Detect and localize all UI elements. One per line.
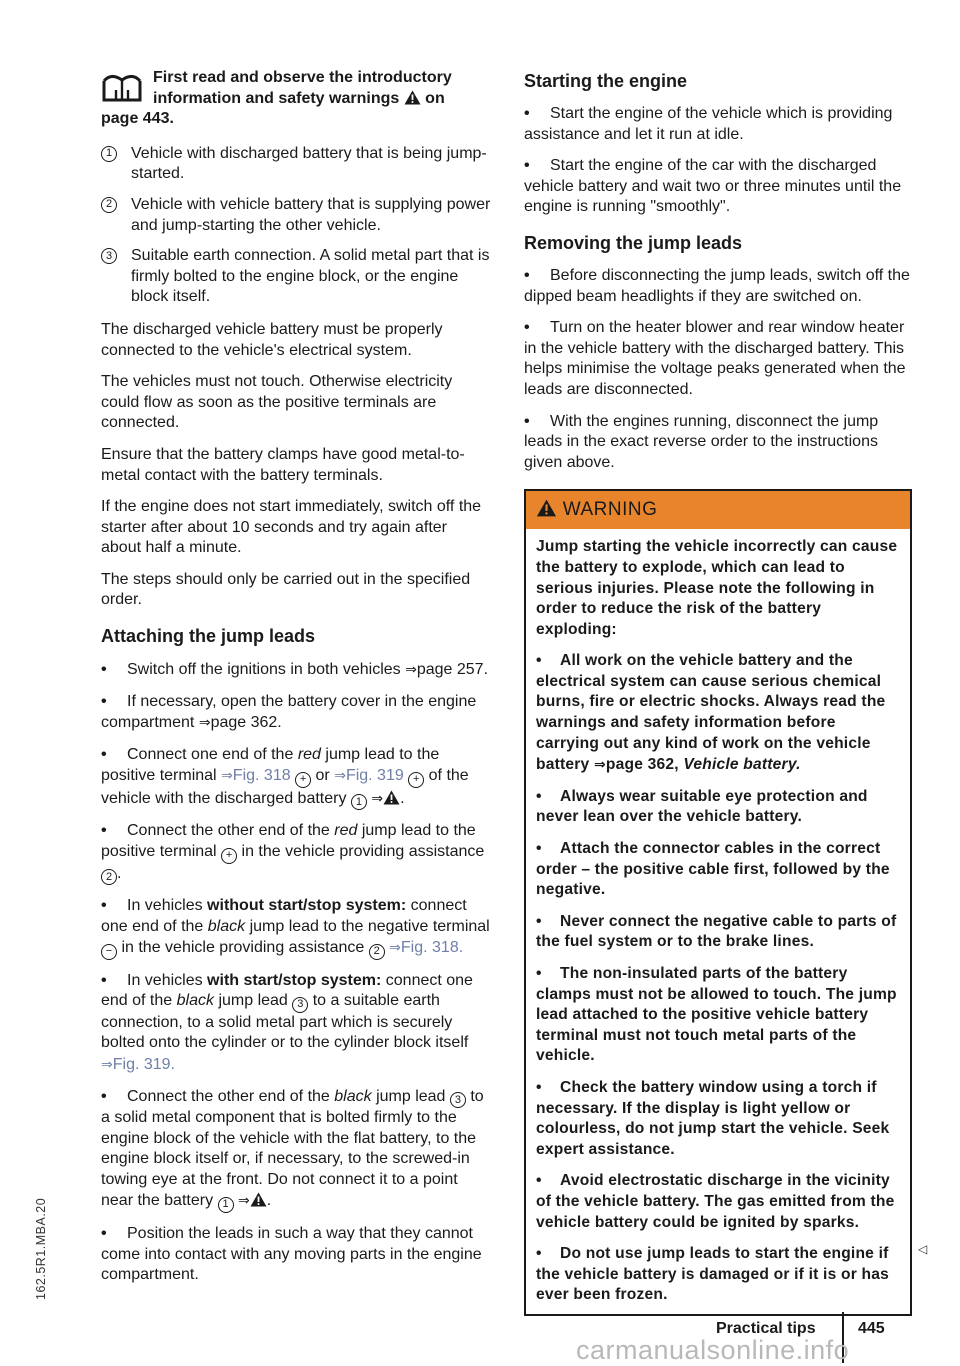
callout-1-icon: 1 <box>351 794 367 810</box>
warning-header <box>526 491 910 529</box>
warning-triangle-icon[interactable] <box>250 1192 267 1207</box>
warning-item: • Never connect the negative cable to parts of the fuel system or to the brake lines. <box>536 912 897 951</box>
figure-link[interactable]: Fig. 319. <box>112 1056 175 1073</box>
document-code: 162.5R1.MBA.20 <box>34 1197 48 1300</box>
open-book-icon <box>101 72 143 104</box>
legend-item-2: 2 Vehicle with vehicle battery that is supplying power and jump-starting the other vehicle. <box>101 195 491 236</box>
list-item: • If necessary, open the battery cover in the engine compartment ⇒page 362. <box>101 692 477 732</box>
warning-box <box>524 489 912 1316</box>
callout-2-icon: 2 <box>369 944 385 960</box>
callout-3-icon: 3 <box>450 1092 466 1108</box>
plus-terminal-icon: + <box>408 772 424 788</box>
list-item: • In vehicles without start/stop system: connect one end of the black jump lead to the negative terminal − in the vehicle providing assistance 2 ⇒Fig. 318. <box>101 896 491 960</box>
right-column <box>524 68 914 1316</box>
legend-item-1: 1 Vehicle with discharged battery that is being jump-started. <box>101 144 491 185</box>
warning-body <box>526 529 910 1314</box>
list-item: • Position the leads in such a way that they cannot come into contact with any moving parts in the engine compartment. <box>101 1224 482 1284</box>
page-link[interactable]: page 362. <box>210 714 282 732</box>
list-item: • With the engines running, disconnect the jump leads in the exact reverse order to the instructions given above. <box>524 412 879 471</box>
callout-2-icon: 2 <box>101 197 117 213</box>
paragraph: The discharged vehicle battery must be properly connected to the vehicle's electrical system. <box>101 320 443 359</box>
list-item: • Turn on the heater blower and rear window heater in the vehicle battery with the discharged battery. This helps minimise the voltage peaks generated when the leads are disconnected. <box>524 319 906 398</box>
warning-triangle-icon <box>404 90 421 105</box>
warning-item: • The non-insulated parts of the battery clamps must not be allowed to touch. The jump lead attached to the positive vehicle battery terminal must not touch metal parts of the vehicle. <box>536 965 897 1065</box>
callout-1-icon: 1 <box>218 1197 234 1213</box>
paragraph: The vehicles must not touch. Otherwise electricity could flow as soon as the positive terminals are connected. <box>101 373 453 432</box>
left-column <box>101 68 491 1297</box>
section-heading-removing: Removing the jump leads <box>524 232 743 253</box>
warning-title: WARNING <box>562 499 658 521</box>
intro-page-ref: page 443. <box>101 110 174 128</box>
warning-item: • Attach the connector cables in the correct order – the positive cable first, followed by the negative. <box>536 840 890 899</box>
callout-1-icon: 1 <box>101 146 117 162</box>
figure-link[interactable]: Fig. 319 <box>345 767 404 785</box>
list-item: • In vehicles with start/stop system: connect one end of the black jump lead 3 to a suitable earth connection, to a solid metal part which is securely bolted onto the cylinder or to the cylinder block itself ⇒Fig. 319. <box>101 971 473 1073</box>
list-item: • Switch off the ignitions in both vehicles ⇒page 257. <box>101 661 489 679</box>
page-link[interactable]: page 257. <box>416 661 489 679</box>
intro-on: on <box>425 89 445 107</box>
plus-terminal-icon: + <box>221 848 237 864</box>
paragraph: If the engine does not start immediately, switch off the starter after about 10 seconds and try again after about half a minute. <box>101 498 482 557</box>
section-end-icon: ◁ <box>918 1242 928 1256</box>
warning-triangle-icon <box>536 499 557 517</box>
paragraph: Ensure that the battery clamps have good metal-to-metal contact with the battery terminals. <box>101 445 465 484</box>
callout-3-icon: 3 <box>101 248 117 264</box>
plus-terminal-icon: + <box>295 772 311 788</box>
warning-item: • Always wear suitable eye protection and never lean over the vehicle battery. <box>536 787 868 826</box>
page-number: 445 <box>858 1320 885 1337</box>
page-link[interactable]: page 362, <box>605 756 679 774</box>
figure-link[interactable]: Fig. 318 <box>232 767 291 785</box>
section-heading-starting: Starting the engine <box>524 71 688 91</box>
list-item: • Connect one end of the red jump lead to the positive terminal ⇒Fig. 318 + or ⇒Fig. 319 + of the vehicle with the discharged battery 1 ⇒ . <box>101 745 491 811</box>
callout-2-icon: 2 <box>101 869 117 885</box>
warning-item: • Check the battery window using a torch if necessary. If the display is light yellow or colourless, do not jump start the vehicle. Seek expert assistance. <box>536 1078 890 1158</box>
list-item: • Start the engine of the vehicle which is providing assistance and let it run at idle. <box>524 105 893 143</box>
legend-item-3: 3 Suitable earth connection. A solid metal part that is firmly bolted to the engine block, or the engine block itself. <box>101 246 491 308</box>
section-heading-attaching: Attaching the jump leads <box>101 626 316 647</box>
warning-item: • Avoid electrostatic discharge in the vicinity of the vehicle battery. The gas emitted from the vehicle battery could be ignited by sparks. <box>536 1172 895 1231</box>
intro-line-1: First read and observe the introductory <box>153 69 452 86</box>
footer-section: Practical tips <box>716 1320 816 1337</box>
minus-terminal-icon: − <box>101 944 117 960</box>
intro-notice <box>101 68 491 130</box>
warning-triangle-icon[interactable] <box>383 790 400 805</box>
paragraph: The steps should only be carried out in the specified order. <box>101 570 471 609</box>
warning-item: • All work on the vehicle battery and the electrical system can cause serious chemical burns, fire or electric shocks. Always read the warnings and safety information before carrying out any kind of work on the vehicle battery ⇒page 362, Vehicle battery. <box>536 652 886 774</box>
watermark: carmanualsonline.info <box>576 1335 850 1365</box>
warning-intro: Jump starting the vehicle incorrectly can cause the battery to explode, which can lead to serious injuries. Please note the following in order to reduce the risk of the battery exploding: <box>536 538 898 638</box>
list-item: • Before disconnecting the jump leads, switch off the dipped beam headlights if they are switched on. <box>524 266 910 305</box>
figure-link[interactable]: Fig. 318. <box>400 939 464 957</box>
intro-line-2: information and safety warnings <box>153 89 400 107</box>
warning-item: • Do not use jump leads to start the engine if the vehicle battery is damaged or if it is or has ever been frozen. <box>536 1245 889 1304</box>
list-item: • Connect the other end of the black jump lead 3 to a solid metal component that is bolted firmly to the engine block of the vehicle with the flat battery, to the engine block itself or, if necessary, to the screwed-in towing eye at the front. Do not connect it to a point near the battery 1 ⇒ . <box>101 1087 491 1213</box>
list-item: • Connect the other end of the red jump lead to the positive terminal + in the vehicle providing assistance 2 . <box>101 821 491 885</box>
callout-3-icon: 3 <box>292 997 308 1013</box>
list-item: • Start the engine of the car with the discharged vehicle battery and wait two or three minutes until the engine is running "smoothly". <box>524 157 902 216</box>
